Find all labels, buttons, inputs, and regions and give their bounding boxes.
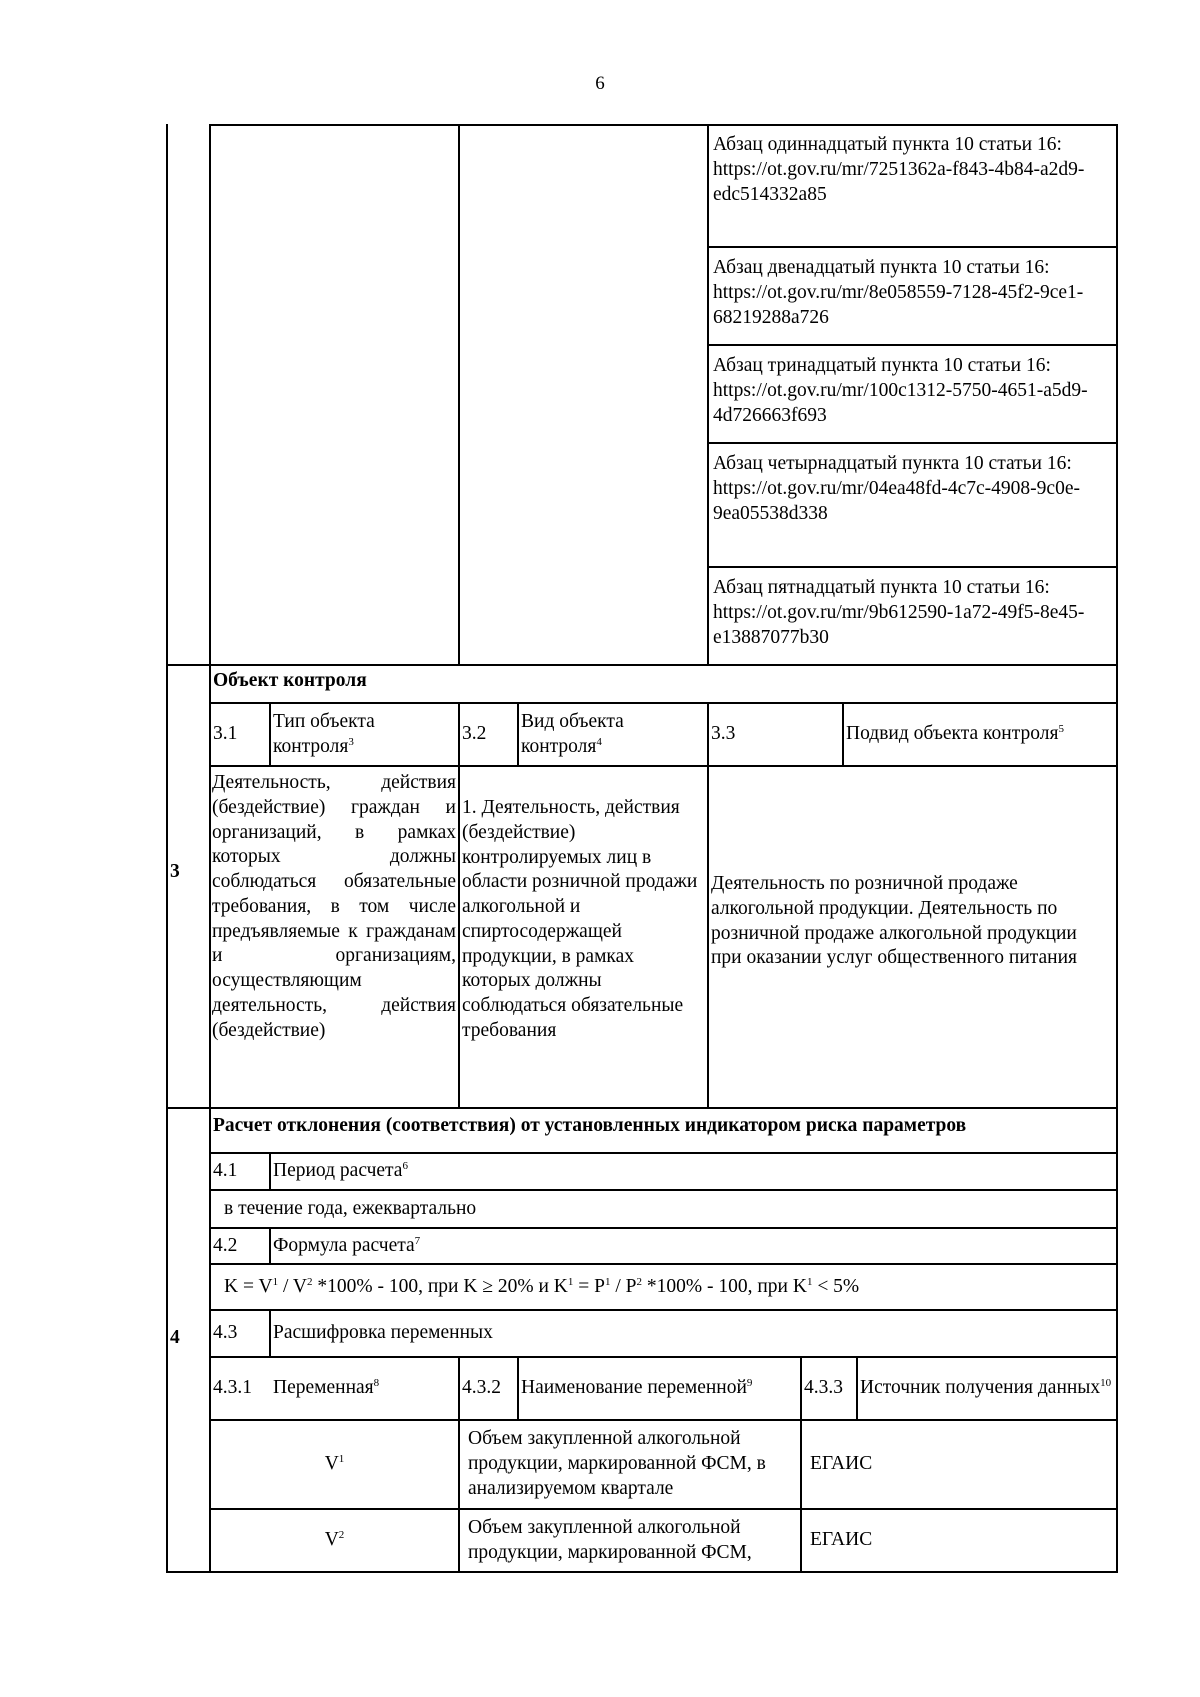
section-4-title: Расчет отклонения (соответствия) от установленных индикатором риска параметров <box>213 1115 967 1136</box>
variable-v1-name: Объем закупленной алкогольной продукции, маркированной ФСМ, в анализируемом квартале <box>468 1428 766 1499</box>
item-4-3-label: Расшифровка переменных <box>273 1322 493 1344</box>
item-3-3-label: Подвид объекта контроля$^5$ <box>846 723 1064 745</box>
item-4-1-number: 4.1 <box>213 1160 238 1182</box>
reference-paragraph-12: Абзац двенадцатый пункта 10 статьи 16: https://ot.gov.ru/mr/8e058559-7128-45f2-9ce1-68219288a726 <box>713 257 1084 328</box>
section-4-number: 4 <box>170 1327 180 1348</box>
item-3-1-label: Тип объекта контроля$^3$ <box>273 710 375 757</box>
calculation-formula: $K = V^1 / V^2$ *100% - 100, при K ≥ 20% и $K^1 = P^1 / P^2$ *100% - 100, при $K^1 < 5\%$ <box>224 1275 860 1297</box>
variable-v2: $V^2$ <box>324 1529 345 1551</box>
reference-paragraph-13: Абзац тринадцатый пункта 10 статьи 16: https://ot.gov.ru/mr/100c1312-5750-4651-a5d9-4d726663f693 <box>713 355 1088 426</box>
object-type-text: Деятельность, действия (бездействие) граждан и организаций, в рамках которых должны соблюдаться обязательные требования, в том числе предъявляемые к гражданам и организациям, осуществляющим деятельность, действия (бездействие) <box>212 772 456 1041</box>
item-4-3-2-number: 4.3.2 <box>462 1377 501 1399</box>
reference-paragraph-15: Абзац пятнадцатый пункта 10 статьи 16: https://ot.gov.ru/mr/9b612590-1a72-49f5-8e45-e13887077b30 <box>713 577 1085 648</box>
object-kind-text: 1. Деятельность, действия (бездействие) контролируемых лиц в области розничной продажи алкогольной и спиртосодержащей продукции, в рамках которых должны соблюдаться обязательные требования <box>462 797 698 1041</box>
item-4-2-label: Формула расчета$^7$ <box>273 1234 421 1256</box>
section-3-title: Объект контроля <box>213 670 367 691</box>
reference-paragraph-11: Абзац одиннадцатый пункта 10 статьи 16: https://ot.gov.ru/mr/7251362a-f843-4b84-a2d9-edc514332a85 <box>713 134 1085 205</box>
variable-v1-source: ЕГАИС <box>810 1453 873 1475</box>
calculation-period-value: в течение года, ежеквартально <box>224 1197 477 1219</box>
item-4-2-number: 4.2 <box>213 1234 238 1256</box>
item-4-3-3-label: Источник получения данных$^{10}$ <box>860 1377 1112 1399</box>
item-4-3-3-number: 4.3.3 <box>804 1377 843 1399</box>
page-number: 6 <box>595 73 605 94</box>
variable-v2-name: Объем закупленной алкогольной продукции, маркированной ФСМ, <box>468 1517 752 1563</box>
item-4-3-2-label: Наименование переменной$^9$ <box>521 1377 753 1399</box>
item-3-2-number: 3.2 <box>462 723 487 745</box>
variable-v2-source: ЕГАИС <box>810 1529 873 1551</box>
item-4-1-label: Период расчета$^6$ <box>273 1160 408 1182</box>
object-subkind-text: Деятельность по розничной продаже алкогольной продукции. Деятельность по розничной продаже алкогольной продукции при оказании услуг общественного питания <box>711 873 1078 969</box>
item-4-3-1-label: Переменная$^8$ <box>273 1377 380 1399</box>
item-4-3-number: 4.3 <box>213 1322 238 1344</box>
section-3-number: 3 <box>170 861 180 882</box>
item-4-3-1-number: 4.3.1 <box>213 1377 252 1399</box>
item-3-1-number: 3.1 <box>213 723 238 745</box>
item-3-3-number: 3.3 <box>711 723 736 745</box>
variable-v1: $V^1$ <box>324 1453 345 1475</box>
item-3-2-label: Вид объекта контроля$^4$ <box>521 710 624 757</box>
reference-paragraph-14: Абзац четырнадцатый пункта 10 статьи 16: https://ot.gov.ru/mr/04ea48fd-4c7c-4908-9c0e-9ea05538d338 <box>713 453 1080 524</box>
